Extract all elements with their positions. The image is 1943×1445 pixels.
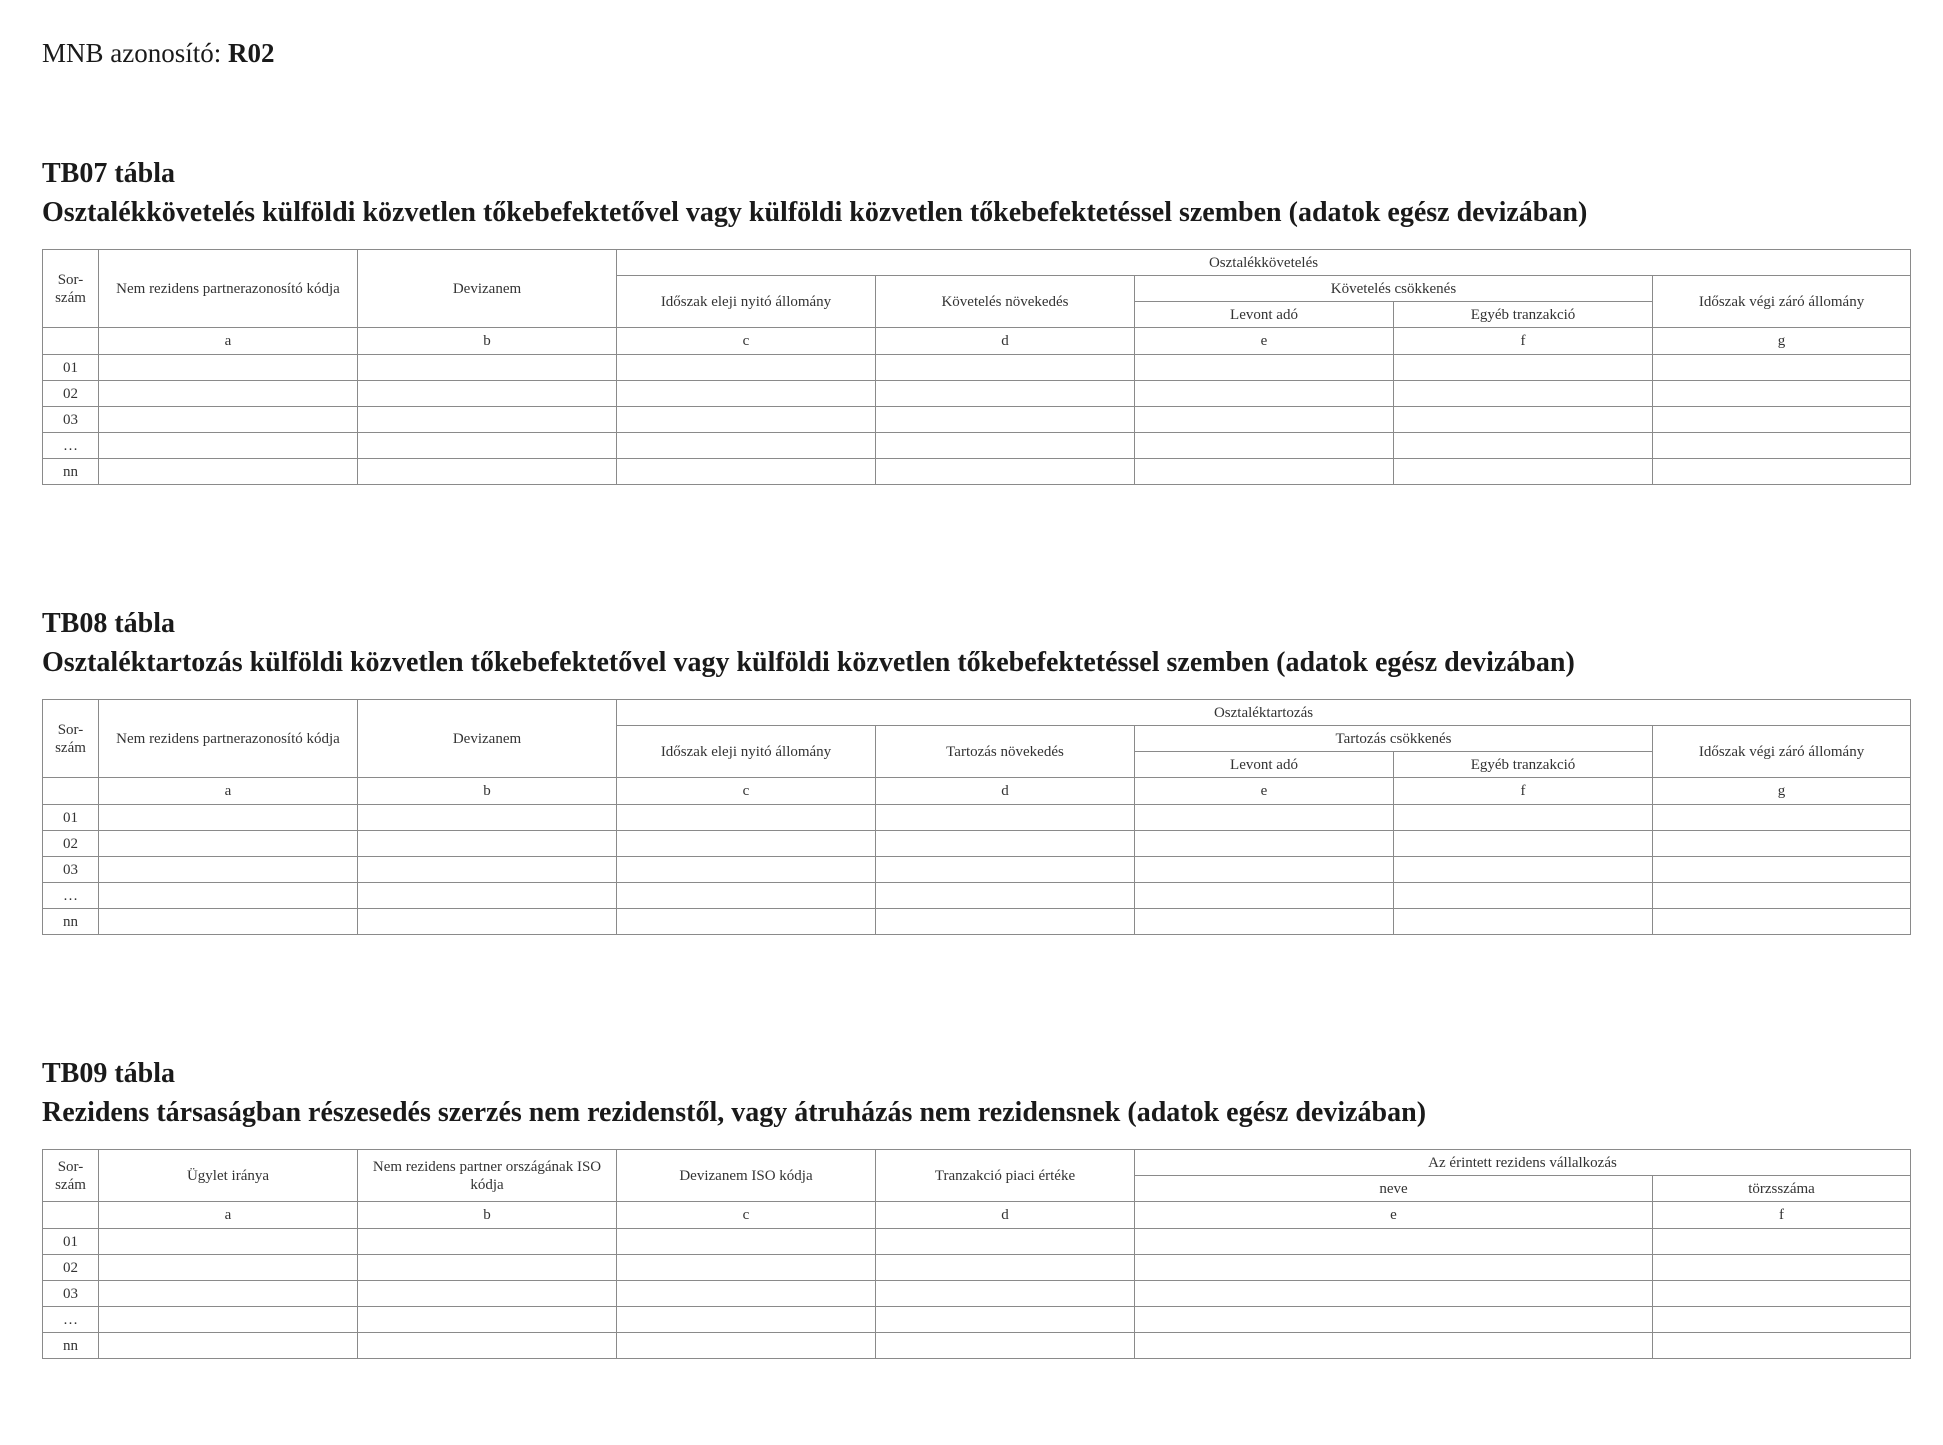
tb09-data-cell[interactable] — [1135, 1333, 1653, 1359]
tb08-code-e: e — [1135, 778, 1394, 805]
tb08-code-d: d — [876, 778, 1135, 805]
tb07-data-cell[interactable] — [99, 355, 358, 381]
tb08-data-cell[interactable] — [99, 857, 358, 883]
tb07-data-cell[interactable] — [876, 381, 1135, 407]
tb08-code-blank — [43, 778, 99, 805]
tb09-data-cell[interactable] — [876, 1229, 1135, 1255]
tb09-code-b: b — [358, 1202, 617, 1229]
tb08-code-g: g — [1653, 778, 1911, 805]
tb08-table-row — [43, 857, 1911, 883]
tb09-code-blank — [43, 1202, 99, 1229]
tb07-data-cell[interactable] — [1653, 433, 1911, 459]
tb09-code-d: d — [876, 1202, 1135, 1229]
tb08-code-f: f — [1394, 778, 1653, 805]
tb09-data-cell[interactable] — [99, 1229, 358, 1255]
tb09-data-cell[interactable] — [1653, 1255, 1911, 1281]
tb07-data-cell[interactable] — [617, 381, 876, 407]
tb09-data-cell[interactable] — [1135, 1229, 1653, 1255]
tb09-data-cell[interactable] — [99, 1333, 358, 1359]
tb08-data-cell[interactable] — [358, 909, 617, 935]
tb07-data-cell[interactable] — [99, 433, 358, 459]
tb09-table-row — [43, 1229, 1911, 1255]
tb07-data-cell[interactable] — [1653, 355, 1911, 381]
tb07-data-cell[interactable] — [617, 407, 876, 433]
tb08-data-cell[interactable] — [876, 831, 1135, 857]
tb09-header-neve: neve — [1135, 1176, 1653, 1202]
tb09-data-cell[interactable] — [1653, 1281, 1911, 1307]
tb09-header-group: Az érintett rezidens vállalkozás — [1135, 1150, 1911, 1176]
tb08-data-cell[interactable] — [1135, 831, 1394, 857]
tb09-code-c: c — [617, 1202, 876, 1229]
tb08-header-csokkenes: Tartozás csökkenés — [1135, 726, 1653, 752]
tb09-data-cell[interactable] — [1135, 1255, 1653, 1281]
tb08-data-cell[interactable] — [1135, 857, 1394, 883]
tb09-data-cell[interactable] — [876, 1255, 1135, 1281]
tb09-data-cell[interactable] — [1653, 1307, 1911, 1333]
tb07-data-cell[interactable] — [617, 433, 876, 459]
tb07-header-egyeb: Egyéb tranzakció — [1394, 302, 1653, 328]
tb08-row-number: 02 — [43, 831, 99, 857]
tb09-data-cell[interactable] — [99, 1255, 358, 1281]
tb08-data-cell[interactable] — [99, 909, 358, 935]
mnb-id-value: R02 — [228, 38, 275, 68]
tb09-code-f: f — [1653, 1202, 1911, 1229]
tb08-header-devizanem: Devizanem — [358, 700, 617, 778]
tb07-data-cell[interactable] — [1394, 355, 1653, 381]
tb09-data-cell[interactable] — [617, 1307, 876, 1333]
tb08-data-cell[interactable] — [1394, 831, 1653, 857]
tb07-code-d: d — [876, 328, 1135, 355]
tb09-data-cell[interactable] — [876, 1281, 1135, 1307]
tb08-section — [42, 605, 1910, 930]
tb07-data-cell[interactable] — [1394, 407, 1653, 433]
tb07-header-group: Osztalékkövetelés — [617, 250, 1911, 276]
tb07-data-cell[interactable] — [1135, 433, 1394, 459]
tb09-table-row — [43, 1281, 1911, 1307]
tb08-row-number: … — [43, 883, 99, 909]
tb07-table-row — [43, 355, 1911, 381]
tb07-data-cell[interactable] — [358, 355, 617, 381]
tb07-table-row — [43, 407, 1911, 433]
tb08-data-cell[interactable] — [99, 805, 358, 831]
tb09-row-number: nn — [43, 1333, 99, 1359]
tb09-data-cell[interactable] — [1135, 1307, 1653, 1333]
tb08-code-a: a — [99, 778, 358, 805]
tb07-data-cell[interactable] — [99, 459, 358, 485]
tb08-data-cell[interactable] — [876, 857, 1135, 883]
tb08-data-cell[interactable] — [617, 805, 876, 831]
tb07-section — [42, 155, 1910, 480]
tb08-table-row — [43, 831, 1911, 857]
tb08-table-row — [43, 883, 1911, 909]
tb07-code-blank — [43, 328, 99, 355]
tb08-data-cell[interactable] — [1394, 857, 1653, 883]
tb09-data-cell[interactable] — [358, 1307, 617, 1333]
tb08-header-levont-ado: Levont adó — [1135, 752, 1394, 778]
tb07-table-row — [43, 433, 1911, 459]
tb07-data-cell[interactable] — [1135, 459, 1394, 485]
tb07-header-partner: Nem rezidens partnerazonosító kódja — [99, 250, 358, 328]
tb09-title: TB09 tábla — [42, 1058, 176, 1089]
tb09-row-number: 03 — [43, 1281, 99, 1307]
tb07-data-cell[interactable] — [876, 459, 1135, 485]
tb07-data-cell[interactable] — [1135, 381, 1394, 407]
tb08-row-number: nn — [43, 909, 99, 935]
tb08-header-zaro: Időszak végi záró állomány — [1653, 726, 1911, 778]
tb08-data-cell[interactable] — [358, 805, 617, 831]
tb07-header-zaro: Időszak végi záró állomány — [1653, 276, 1911, 328]
tb08-data-cell[interactable] — [1653, 909, 1911, 935]
tb07-data-cell[interactable] — [876, 355, 1135, 381]
tb08-data-cell[interactable] — [1394, 909, 1653, 935]
tb08-data-cell[interactable] — [617, 857, 876, 883]
tb08-table — [42, 699, 1911, 935]
tb08-row-number: 03 — [43, 857, 99, 883]
tb09-data-cell[interactable] — [876, 1307, 1135, 1333]
tb08-data-cell[interactable] — [358, 883, 617, 909]
tb09-data-cell[interactable] — [617, 1281, 876, 1307]
tb08-data-cell[interactable] — [876, 909, 1135, 935]
tb07-title: TB07 tábla — [42, 158, 176, 189]
tb07-row-number: 03 — [43, 407, 99, 433]
tb08-code-c: c — [617, 778, 876, 805]
tb07-table-row — [43, 381, 1911, 407]
tb07-header-levont-ado: Levont adó — [1135, 302, 1394, 328]
tb08-data-cell[interactable] — [1135, 883, 1394, 909]
tb07-data-cell[interactable] — [876, 433, 1135, 459]
tb08-subtitle: Osztaléktartozás külföldi közvetlen tőkebefektetővel vagy külföldi közvetlen tőkebefektetéssel szemben (adatok egész devizában) — [42, 647, 1575, 678]
tb09-data-cell[interactable] — [99, 1281, 358, 1307]
tb08-data-cell[interactable] — [617, 883, 876, 909]
tb07-data-cell[interactable] — [1653, 381, 1911, 407]
tb09-row-number: … — [43, 1307, 99, 1333]
tb07-table-row — [43, 459, 1911, 485]
tb08-data-cell[interactable] — [876, 805, 1135, 831]
tb07-row-number: 01 — [43, 355, 99, 381]
tb09-data-cell[interactable] — [876, 1333, 1135, 1359]
tb08-data-cell[interactable] — [1653, 857, 1911, 883]
tb08-code-b: b — [358, 778, 617, 805]
tb09-row-number: 02 — [43, 1255, 99, 1281]
tb07-data-cell[interactable] — [358, 407, 617, 433]
tb08-header-nyito: Időszak eleji nyitó állomány — [617, 726, 876, 778]
tb09-table-row — [43, 1333, 1911, 1359]
tb08-data-cell[interactable] — [1135, 805, 1394, 831]
tb07-row-number: … — [43, 433, 99, 459]
tb09-data-cell[interactable] — [358, 1255, 617, 1281]
tb08-row-number: 01 — [43, 805, 99, 831]
tb08-table-row — [43, 805, 1911, 831]
tb07-code-f: f — [1394, 328, 1653, 355]
tb07-data-cell[interactable] — [358, 381, 617, 407]
mnb-identifier — [42, 38, 275, 69]
mnb-id-label: MNB azonosító: — [42, 38, 222, 68]
tb08-data-cell[interactable] — [99, 831, 358, 857]
tb07-code-g: g — [1653, 328, 1911, 355]
tb07-data-cell[interactable] — [617, 459, 876, 485]
tb09-data-cell[interactable] — [1653, 1333, 1911, 1359]
tb07-data-cell[interactable] — [1394, 381, 1653, 407]
tb07-header-novekedes: Követelés növekedés — [876, 276, 1135, 328]
tb08-data-cell[interactable] — [1394, 883, 1653, 909]
tb09-header-sorszam: Sor-szám — [43, 1150, 99, 1202]
tb09-data-cell[interactable] — [358, 1281, 617, 1307]
tb09-header-torzsszama: törzsszáma — [1653, 1176, 1911, 1202]
tb08-data-cell[interactable] — [617, 909, 876, 935]
tb09-data-cell[interactable] — [358, 1229, 617, 1255]
tb09-data-cell[interactable] — [358, 1333, 617, 1359]
tb09-table-row — [43, 1255, 1911, 1281]
tb09-data-cell[interactable] — [617, 1333, 876, 1359]
tb09-header-piaci-ertek: Tranzakció piaci értéke — [876, 1150, 1135, 1202]
tb09-table-row — [43, 1307, 1911, 1333]
tb09-data-cell[interactable] — [617, 1255, 876, 1281]
tb07-data-cell[interactable] — [1135, 355, 1394, 381]
tb07-header-nyito: Időszak eleji nyitó állomány — [617, 276, 876, 328]
tb09-code-e: e — [1135, 1202, 1653, 1229]
tb08-header-novekedes: Tartozás növekedés — [876, 726, 1135, 778]
tb08-data-cell[interactable] — [99, 883, 358, 909]
tb08-data-cell[interactable] — [1394, 805, 1653, 831]
tb07-header-sorszam: Sor-szám — [43, 250, 99, 328]
tb08-data-cell[interactable] — [1653, 805, 1911, 831]
tb09-table — [42, 1149, 1911, 1359]
tb08-data-cell[interactable] — [358, 857, 617, 883]
tb08-table-row — [43, 909, 1911, 935]
tb09-data-cell[interactable] — [1135, 1281, 1653, 1307]
tb07-data-cell[interactable] — [1653, 459, 1911, 485]
tb08-data-cell[interactable] — [617, 831, 876, 857]
tb09-section — [42, 1055, 1910, 1354]
tb09-data-cell[interactable] — [1653, 1229, 1911, 1255]
tb08-header-egyeb: Egyéb tranzakció — [1394, 752, 1653, 778]
tb07-row-number: nn — [43, 459, 99, 485]
tb07-code-c: c — [617, 328, 876, 355]
tb09-data-cell[interactable] — [617, 1229, 876, 1255]
tb08-header-group: Osztaléktartozás — [617, 700, 1911, 726]
tb07-header-csokkenes: Követelés csökkenés — [1135, 276, 1653, 302]
tb09-header-irany: Ügylet iránya — [99, 1150, 358, 1202]
tb07-code-e: e — [1135, 328, 1394, 355]
tb08-data-cell[interactable] — [876, 883, 1135, 909]
tb08-header-partner: Nem rezidens partnerazonosító kódja — [99, 700, 358, 778]
tb07-data-cell[interactable] — [617, 355, 876, 381]
tb09-data-cell[interactable] — [99, 1307, 358, 1333]
tb07-table — [42, 249, 1911, 485]
tb08-header-sorszam: Sor-szám — [43, 700, 99, 778]
tb09-row-number: 01 — [43, 1229, 99, 1255]
tb07-data-cell[interactable] — [358, 459, 617, 485]
tb07-data-cell[interactable] — [358, 433, 617, 459]
tb07-code-a: a — [99, 328, 358, 355]
tb08-title: TB08 tábla — [42, 608, 176, 639]
tb08-data-cell[interactable] — [1653, 831, 1911, 857]
tb07-data-cell[interactable] — [99, 381, 358, 407]
tb07-code-b: b — [358, 328, 617, 355]
tb07-subtitle: Osztalékkövetelés külföldi közvetlen tőkebefektetővel vagy külföldi közvetlen tőkebefektetéssel szemben (adatok egész devizában) — [42, 197, 1588, 228]
tb08-data-cell[interactable] — [358, 831, 617, 857]
tb09-header-orszag: Nem rezidens partner országának ISO kódja — [358, 1150, 617, 1202]
tb07-data-cell[interactable] — [1135, 407, 1394, 433]
tb09-code-a: a — [99, 1202, 358, 1229]
tb07-data-cell[interactable] — [1394, 459, 1653, 485]
tb07-row-number: 02 — [43, 381, 99, 407]
tb07-data-cell[interactable] — [876, 407, 1135, 433]
tb08-data-cell[interactable] — [1135, 909, 1394, 935]
tb09-header-devizanem: Devizanem ISO kódja — [617, 1150, 876, 1202]
tb09-subtitle: Rezidens társaságban részesedés szerzés nem rezidenstől, vagy átruházás nem rezidensnek (adatok egész devizában) — [42, 1097, 1427, 1128]
tb07-data-cell[interactable] — [1653, 407, 1911, 433]
tb07-data-cell[interactable] — [99, 407, 358, 433]
tb07-data-cell[interactable] — [1394, 433, 1653, 459]
tb08-data-cell[interactable] — [1653, 883, 1911, 909]
tb07-header-devizanem: Devizanem — [358, 250, 617, 328]
